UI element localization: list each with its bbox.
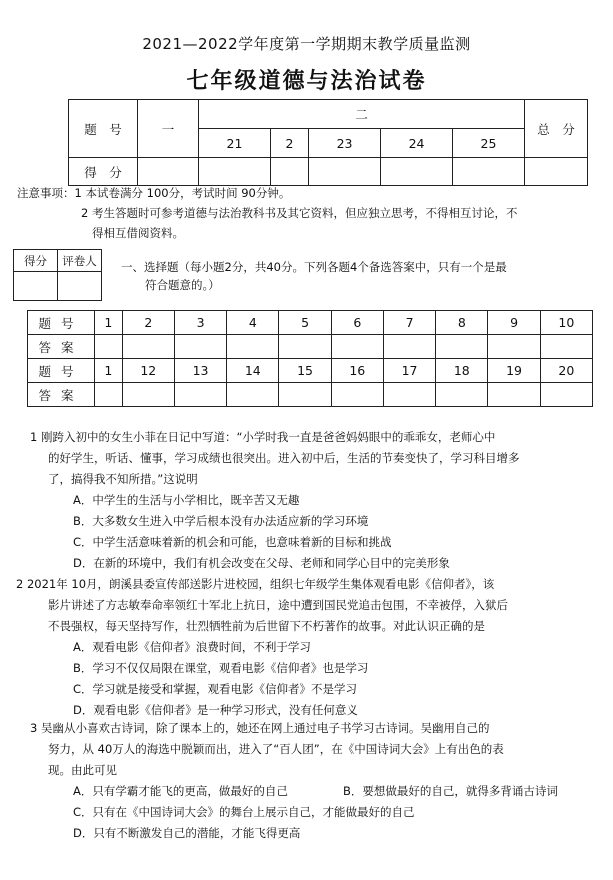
section-heading-line: 一、选择题（每小题2分，共40分。下列各题4个备选答案中，只有一个是最 [121, 260, 507, 274]
grader-score-cell [14, 272, 58, 301]
score-cell [453, 158, 525, 186]
answer-table-number: 14 [227, 359, 279, 383]
question-stem-line: 努力，从 40万人的海选中脱颖而出，进入了“百人团”，在《中国诗词大会》上有出色的表 [48, 742, 504, 756]
answer-cell [383, 383, 435, 407]
answer-table-number: 12 [122, 359, 174, 383]
score-table-subcol: 21 [199, 129, 271, 158]
score-cell [381, 158, 453, 186]
answer-cell [174, 335, 226, 359]
score-table-question-label: 题 号 [69, 100, 138, 158]
question-option: B．大多数女生进入中学后根本没有办法适应新的学习环境 [73, 514, 369, 528]
question-stem-line: 的好学生，听话、懂事，学习成绩也很突出。进入初中后，生活的节奏变快了，学习科目增多 [48, 451, 520, 465]
question-option: B．学习不仅仅局限在课堂，观看电影《信仰者》也是学习 [73, 661, 369, 675]
score-table-subcol: 25 [453, 129, 525, 158]
score-table-total: 总 分 [525, 100, 588, 158]
answer-cell [488, 335, 540, 359]
answer-cell [279, 383, 331, 407]
question-option: D．观看电影《信仰者》是一种学习形式，没有任何意义 [73, 703, 358, 717]
answer-table-number: 20 [540, 359, 592, 383]
answer-table [27, 310, 593, 407]
note-line: 2 考生答题时可参考道德与法治教科书及其它资料，但应独立思考，不得相互讨论，不 [81, 206, 518, 220]
answer-table-number: 1 [95, 359, 123, 383]
score-table-subcol: 23 [309, 129, 381, 158]
grader-box [13, 249, 102, 301]
question-3 [16, 718, 606, 844]
score-cell [270, 158, 308, 186]
question-stem-line: 影片讲述了方志敏奉命率领红十军北上抗日，途中遭到国民党追击包围，不幸被俘，入狱后 [48, 598, 508, 612]
answer-table-number: 1 [95, 311, 123, 335]
question-2 [16, 574, 606, 721]
question-stem-line: 2 2021年 10月，朗溪县委宣传部送影片进校园，组织七年级学生集体观看电影《信仰者》，该 [16, 577, 495, 591]
question-option: A．只有学霸才能飞的更高，做最好的自己 [73, 784, 288, 798]
answer-cell [436, 335, 488, 359]
score-table-score-label: 得 分 [69, 158, 138, 186]
section-one-heading [121, 258, 601, 294]
answer-table-number: 10 [540, 311, 592, 335]
score-cell [309, 158, 381, 186]
grader-score-label: 得分 [14, 250, 58, 272]
answer-cell [540, 383, 592, 407]
answer-table-number: 15 [279, 359, 331, 383]
question-option: C．学习就是接受和掌握，观看电影《信仰者》不是学习 [73, 682, 358, 696]
exam-subtitle: 七年级道德与法治试卷 [186, 68, 427, 94]
answer-table-number: 19 [488, 359, 540, 383]
answer-table-number: 17 [383, 359, 435, 383]
answer-table-number: 3 [174, 311, 226, 335]
answer-cell [279, 335, 331, 359]
question-option: D．在新的环境中，我们有机会改变在父母、老师和同学心目中的完美形象 [73, 556, 450, 570]
grader-reviewer-label: 评卷人 [58, 250, 102, 272]
score-table-subcol: 2 [270, 129, 308, 158]
answer-cell [174, 383, 226, 407]
question-stem-line: 现。由此可见 [48, 763, 117, 777]
grader-reviewer-cell [58, 272, 102, 301]
question-option: C．中学生活意味着新的机会和可能，也意味着新的目标和挑战 [73, 535, 392, 549]
answer-cell [331, 383, 383, 407]
answer-cell [95, 383, 123, 407]
answer-table-number: 13 [174, 359, 226, 383]
score-cell [525, 158, 588, 186]
question-option-row [16, 781, 606, 802]
answer-table-answer-label: 答案 [28, 335, 95, 359]
answer-table-number: 6 [331, 311, 383, 335]
score-table-col-one: 一 [138, 100, 199, 158]
exam-notes [17, 183, 607, 243]
answer-cell [436, 383, 488, 407]
score-cell [138, 158, 199, 186]
question-1 [16, 427, 606, 574]
answer-table-number: 2 [122, 311, 174, 335]
answer-table-question-label: 题号 [28, 359, 95, 383]
answer-table-number: 16 [331, 359, 383, 383]
answer-cell [331, 335, 383, 359]
question-option: A．观看电影《信仰者》浪费时间，不利于学习 [73, 640, 311, 654]
question-stem-line: 1 刚跨入初中的女生小菲在日记中写道：“小学时我一直是爸爸妈妈眼中的乖乖女，老师心中 [30, 430, 496, 444]
answer-table-question-label: 题号 [28, 311, 95, 335]
question-option: D．只有不断激发自己的潜能，才能飞得更高 [73, 826, 301, 840]
answer-table-number: 8 [436, 311, 488, 335]
score-table-subcol: 24 [381, 129, 453, 158]
score-cell [199, 158, 271, 186]
answer-cell [227, 335, 279, 359]
question-stem-line: 了，搞得我不知所措。”这说明 [48, 472, 198, 486]
note-line: 得相互借阅资料。 [92, 226, 184, 240]
question-option: B．要想做最好的自己，就得多背诵古诗词 [343, 784, 558, 798]
exam-title: 2021—2022学年度第一学期期末教学质量监测 [142, 35, 471, 53]
answer-cell [383, 335, 435, 359]
question-stem-line: 不畏强权，每天坚持写作，壮烈牺牲前为后世留下不朽著作的故事。对此认识正确的是 [48, 619, 485, 633]
answer-table-number: 7 [383, 311, 435, 335]
answer-cell [488, 383, 540, 407]
question-option: A．中学生的生活与小学相比，既辛苦又无趣 [73, 493, 300, 507]
answer-table-number: 9 [488, 311, 540, 335]
answer-cell [227, 383, 279, 407]
section-heading-line: 符合题意的。） [145, 278, 220, 292]
score-table-col-two: 二 [199, 100, 525, 129]
answer-cell [122, 335, 174, 359]
score-table [68, 99, 588, 186]
question-stem-line: 3 吴幽从小喜欢古诗词，除了课本上的，她还在网上通过电子书学习古诗词。吴幽用自己的 [30, 721, 490, 735]
question-option: C．只有在《中国诗词大会》的舞台上展示自己，才能做最好的自己 [73, 805, 415, 819]
answer-cell [95, 335, 123, 359]
answer-cell [540, 335, 592, 359]
answer-cell [122, 383, 174, 407]
answer-table-number: 5 [279, 311, 331, 335]
answer-table-number: 18 [436, 359, 488, 383]
note-line: 注意事项：1 本试卷满分 100分，考试时间 90分钟。 [17, 186, 291, 200]
answer-table-number: 4 [227, 311, 279, 335]
answer-table-answer-label: 答案 [28, 383, 95, 407]
